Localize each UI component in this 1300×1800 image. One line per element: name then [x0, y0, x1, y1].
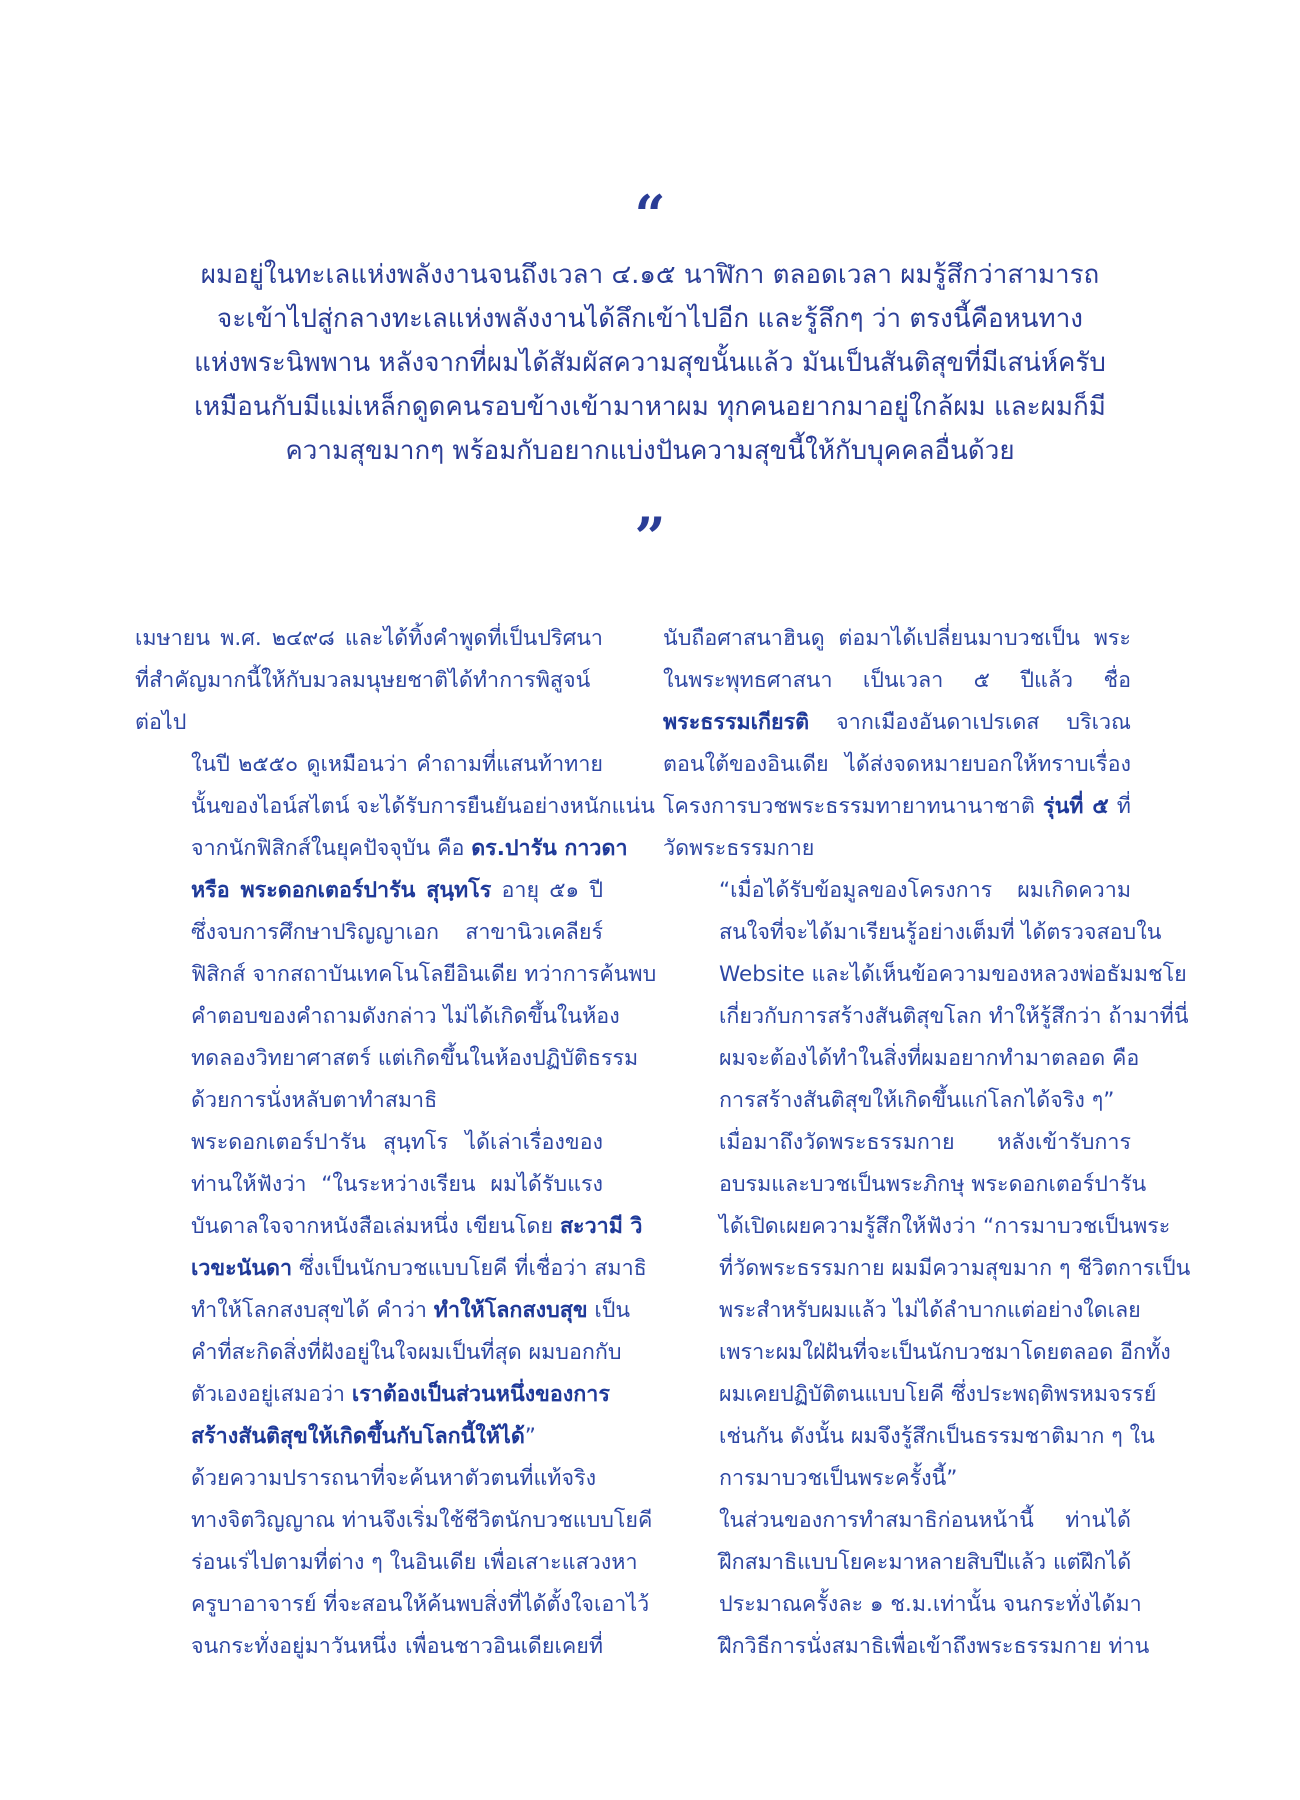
text-line: คำที่สะกิดสิ่งที่ฝังอยู่ในใจผมเป็นที่สุด ผมบอกกับ [191, 1340, 622, 1365]
bold-phrase: สร้างสันติสุขให้เกิดขึ้นกับโลกนี้ให้ได้ [191, 1424, 525, 1449]
text-line: ครูบาอาจารย์ ที่จะสอนให้ค้นพบสิ่งที่ได้ตั้งใจเอาไว้ [191, 1592, 650, 1617]
text-line: ต่อไป [135, 710, 187, 735]
text-line: เกี่ยวกับการสร้างสันติสุขโลก ทำให้รู้สึกว่า ถ้ามาที่นี่ [719, 1004, 1189, 1029]
text-run: โครงการบวชพระธรรมทายาทนานาชาติ [663, 794, 1044, 819]
text-run: อายุ ๕๑ ปี [491, 878, 603, 903]
text-run: บันดาลใจจากหนังสือเล่มหนึ่ง เขียนโดย [191, 1214, 560, 1239]
text-line: ฟิสิกส์ จากสถาบันเทคโนโลยีอินเดีย ทว่าการค้นพบ [191, 962, 657, 987]
text-line: ทดลองวิทยาศาสตร์ แต่เกิดขึ้นในห้องปฏิบัติธรรม [191, 1046, 639, 1071]
pull-quote [150, 253, 1150, 473]
text-run: จากเมืองอันดาเปรเดส บริเวณ [809, 710, 1131, 735]
text-line: การมาบวชเป็นพระครั้งนี้” [719, 1466, 958, 1491]
text-line: ในปี ๒๕๕๐ ดูเหมือนว่า คำถามที่แสนท้าทาย [191, 752, 603, 777]
text-line: การสร้างสันติสุขให้เกิดขึ้นแก่โลกได้จริง ๆ” [719, 1088, 1115, 1113]
bold-name: เวขะนันดา [191, 1256, 293, 1281]
text-line: วัดพระธรรมกาย [663, 836, 815, 861]
text-line: ตอนใต้ของอินเดีย ได้ส่งจดหมายบอกให้ทราบเรื่อง [663, 752, 1131, 777]
text-run: ซึ่งเป็นนักบวชแบบโยคี ที่เชื่อว่า สมาธิ [292, 1256, 647, 1281]
text-line [663, 702, 1131, 744]
paragraph [135, 618, 603, 744]
open-quote-mark: “ [634, 183, 666, 247]
text-line [135, 1206, 643, 1248]
paragraph [135, 1122, 647, 1458]
text-run: ตัวเองอยู่เสมอว่า [191, 1382, 352, 1407]
text-line: ด้วยการนั่งหลับตาทำสมาธิ [191, 1088, 438, 1113]
text-line [135, 1290, 631, 1332]
text-line: ที่สำคัญมากนี้ให้กับมวลมนุษยชาติได้ทำการพิสูจน์ [135, 668, 591, 693]
bold-name: หรือ พระดอกเตอร์ปารัน สุนฺทโร [191, 878, 492, 903]
text-line: นั้นของไอน์สไตน์ จะได้รับการยืนยันอย่างหนักแน่น [191, 794, 655, 819]
bold-name: ดร.ปารัน กาวดา [471, 836, 628, 861]
text-line: เมษายน พ.ศ. ๒๔๙๘ และได้ทิ้งคำพูดที่เป็นปริศนา [135, 626, 603, 651]
text-line: ได้เปิดเผยความรู้สึกให้ฟังว่า “การมาบวชเป็นพระ [719, 1214, 1171, 1239]
text-line [135, 1416, 603, 1458]
text-line: ผมจะต้องได้ทำในสิ่งที่ผมอยากทำมาตลอด คือ [719, 1046, 1140, 1071]
text-line: ด้วยความปรารถนาที่จะค้นหาตัวตนที่แท้จริง [191, 1466, 597, 1491]
text-line: สนใจที่จะได้มาเรียนรู้อย่างเต็มที่ ได้ตรวจสอบใน [719, 920, 1162, 945]
bold-phrase: ทำให้โลกสงบสุข [433, 1298, 588, 1323]
pull-quote-line: เหมือนกับมีแม่เหล็กดูดคนรอบข้างเข้ามาหาผม ทุกคนอยากมาอยู่ใกล้ผม และผมก็มี [194, 392, 1106, 422]
text-line: พระดอกเตอร์ปารัน สุนฺทโร ได้เล่าเรื่องของ [191, 1130, 603, 1155]
text-line: อบรมและบวชเป็นพระภิกษุ พระดอกเตอร์ปารัน [719, 1172, 1147, 1197]
paragraph [663, 1500, 1150, 1668]
text-run: ที่ [1108, 794, 1131, 819]
text-line [663, 786, 1131, 828]
text-line: คำตอบของคำถามดังกล่าว ไม่ได้เกิดขึ้นในห้อง [191, 1004, 620, 1029]
text-line: ที่วัดพระธรรมกาย ผมมีความสุขมาก ๆ ชีวิตการเป็น [719, 1256, 1191, 1281]
text-line: ประมาณครั้งละ ๑ ช.ม.เท่านั้น จนกระทั่งได้มา [719, 1592, 1142, 1617]
pull-quote-line: ความสุขมากๆ พร้อมกับอยากแบ่งปันความสุขนี้ให้กับบุคคลอื่นด้วย [285, 436, 1015, 466]
paragraph [663, 618, 1131, 870]
text-line [135, 1248, 647, 1290]
paragraph [663, 1122, 1191, 1500]
bold-phrase: รุ่นที่ ๕ [1043, 794, 1109, 819]
paragraph [663, 870, 1189, 1122]
close-quote-mark: ” [634, 505, 666, 569]
left-column [135, 618, 657, 1668]
text-line [135, 870, 603, 912]
bold-name: สะวามี วิ [559, 1214, 643, 1239]
text-line: เช่นกัน ดังนั้น ผมจึงรู้สึกเป็นธรรมชาติมาก ๆ ใน [719, 1424, 1155, 1449]
paragraph [135, 1458, 653, 1668]
text-line: จนกระทั่งอยู่มาวันหนึ่ง เพื่อนชาวอินเดียเคยที่ [191, 1634, 603, 1659]
text-line: นับถือศาสนาฮินดู ต่อมาได้เปลี่ยนมาบวชเป็น พระ [663, 626, 1131, 651]
text-line: พระสำหรับผมแล้ว ไม่ได้ลำบากแต่อย่างใดเลย [719, 1298, 1141, 1323]
pull-quote-line: ผมอยู่ในทะเลแห่งพลังงานจนถึงเวลา ๔.๑๕ นาฬิกา ตลอดเวลา ผมรู้สึกว่าสามารถ [200, 260, 1100, 290]
paragraph [135, 744, 657, 1122]
text-line: ซึ่งจบการศึกษาปริญญาเอก สาขานิวเคลียร์ [191, 920, 603, 945]
bold-phrase: เราต้องเป็นส่วนหนึ่งของการ [351, 1382, 610, 1407]
text-line: เมื่อมาถึงวัดพระธรรมกาย หลังเข้ารับการ [719, 1130, 1131, 1155]
text-line: ร่อนเร่ไปตามที่ต่าง ๆ ในอินเดีย เพื่อเสาะแสวงหา [191, 1550, 638, 1575]
bold-name: พระธรรมเกียรติ [663, 710, 810, 735]
pull-quote-line: จะเข้าไปสู่กลางทะเลแห่งพลังงานได้ลึกเข้าไปอีก และรู้ลึกๆ ว่า ตรงนี้คือหนทาง [217, 304, 1083, 334]
text-line: “เมื่อได้รับข้อมูลของโครงการ ผมเกิดความ [719, 878, 1131, 903]
text-line: ผมเคยปฏิบัติตนแบบโยคี ซึ่งประพฤติพรหมจรรย์ [719, 1382, 1157, 1407]
text-line: เพราะผมใฝ่ฝันที่จะเป็นนักบวชมาโดยตลอด อีกทั้ง [719, 1340, 1171, 1365]
pull-quote-line: แห่งพระนิพพาน หลังจากที่ผมได้สัมผัสความสุขนั้นแล้ว มันเป็นสันติสุขที่มีเสน่ห์ครับ [194, 348, 1106, 378]
text-line: ฝึกสมาธิแบบโยคะมาหลายสิบปีแล้ว แต่ฝึกได้ [719, 1550, 1132, 1575]
text-run: เป็น [587, 1298, 631, 1323]
text-line: ทางจิตวิญญาณ ท่านจึงเริ่มใช้ชีวิตนักบวชแบบโยคี [191, 1508, 653, 1533]
right-column [663, 618, 1191, 1668]
text-line: Website และได้เห็นข้อความของหลวงพ่อธัมมชโย [719, 962, 1187, 987]
text-line: ในพระพุทธศาสนา เป็นเวลา ๕ ปีแล้ว ชื่อ [663, 668, 1131, 693]
text-line: ในส่วนของการทำสมาธิก่อนหน้านี้ ท่านได้ [719, 1508, 1131, 1533]
text-line [135, 828, 628, 870]
text-line [135, 1374, 610, 1416]
text-run: จากนักฟิสิกส์ในยุคปัจจุบัน คือ [191, 836, 472, 861]
text-line: ฝึกวิธีการนั่งสมาธิเพื่อเข้าถึงพระธรรมกาย ท่าน [719, 1634, 1150, 1659]
text-run: ” [524, 1424, 536, 1449]
text-run: ทำให้โลกสงบสุขได้ คำว่า [191, 1298, 434, 1323]
text-line: ท่านให้ฟังว่า “ในระหว่างเรียน ผมได้รับแรง [191, 1172, 603, 1197]
